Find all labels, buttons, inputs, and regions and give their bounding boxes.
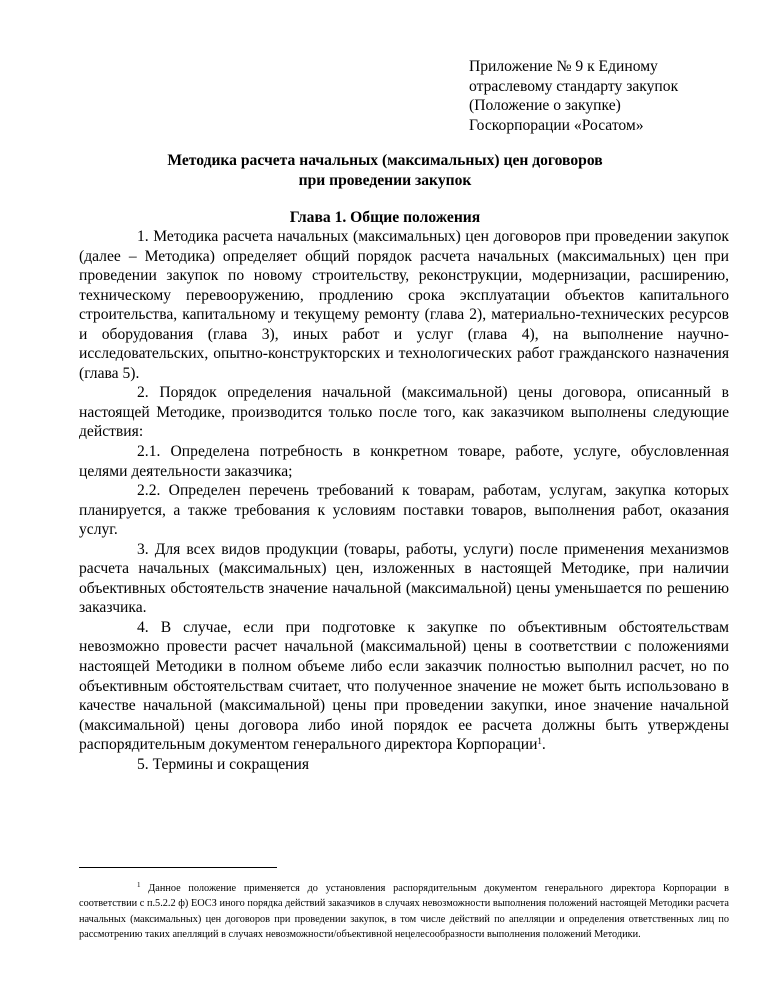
footnote-reference[interactable]: 1 xyxy=(537,736,542,747)
annex-reference xyxy=(469,57,749,135)
document-title xyxy=(60,151,710,190)
paragraph-4-end: . xyxy=(541,736,546,754)
body-text xyxy=(79,227,729,774)
paragraph-2-2: 2.2. Определен перечень требований к товарам, работам, услугам, закупка которых планируется, а также требования к условиям поставки товаров, выполнения работ, оказания услуг. xyxy=(79,482,729,539)
footnote-mark: 1 xyxy=(137,881,141,889)
footnote-separator xyxy=(79,867,277,868)
paragraph-4 xyxy=(79,618,729,755)
title-line: Методика расчета начальных (максимальных) цен договоров xyxy=(167,152,603,169)
paragraph-2: 2. Порядок определения начальной (максимальной) цены договора, описанный в настоящей Методике, производится только после того, как заказчиком выполнены следующие действия: xyxy=(79,384,729,441)
footnote xyxy=(79,881,729,942)
paragraph-4-text: 4. В случае, если при подготовке к закупке по объективным обстоятельствам невозможно провести расчет начальной (максимальной) цены в соответствии с положениями настоящей Методики в полном объеме либо если заказчик полностью выполнил расчет, но по объективным обстоятельствам считает, что полученное значение не может быть использовано в качестве начальной (максимальной) цены при проведении закупки, иное значение начальной (максимальной) цены договора либо иной порядок ее расчета должны быть утверждены распорядительным документом генерального директора Корпорации xyxy=(79,618,729,754)
annex-line: Приложение № 9 к Единому xyxy=(469,58,658,75)
paragraph-2-1: 2.1. Определена потребность в конкретном товаре, работе, услуге, обусловленная целями деятельности заказчика; xyxy=(79,443,729,480)
paragraph-3: 3. Для всех видов продукции (товары, работы, услуги) после применения механизмов расчета начальных (максимальных) цен, изложенных в настоящей Методике, при наличии объективных обстоятельств значение начальной (максимальной) цены уменьшается по решению заказчика. xyxy=(79,540,729,617)
annex-line: (Положение о закупке) xyxy=(469,97,621,114)
paragraph-1: 1. Методика расчета начальных (максимальных) цен договоров при проведении закупок (далее – Методика) определяет общий порядок расчета начальных (максимальных) цен при проведении закупок по новому строительству, реконструкции, модернизации, расширению, техническому перевооружению, продлению срока эксплуатации объектов капитального строительства, капитальному и текущему ремонту (глава 2), материально-технических ресурсов и оборудования (глава 3), иных работ и услуг (глава 4), на выполнение научно-исследовательских, опытно-конструкторских и технологических работ гражданского назначения (глава 5). xyxy=(79,228,729,382)
chapter-heading: Глава 1. Общие положения xyxy=(289,209,481,226)
footnote-text: Данное положение применяется до установления распорядительным документом генерального директора Корпорации в соответствии с п.5.2.2 ф) ЕОСЗ иного порядка действий заказчиков в случаях невозможности выполнения положений настоящей Методики расчета начальных (максимальных) цен договоров при проведении закупок, в том числе действий по апелляции и определения ответственных лиц по рассмотрению таких апелляций в случаях невозможности/объективной нецелесообразности выполнения положений Методики. xyxy=(79,883,729,940)
paragraph-5: 5. Термины и сокращения xyxy=(137,755,309,773)
annex-line: отраслевому стандарту закупок xyxy=(469,77,679,95)
footnote-text-block xyxy=(79,881,729,942)
title-line: при проведении закупок xyxy=(298,171,472,189)
annex-line: Госкорпорации «Росатом» xyxy=(469,116,644,134)
